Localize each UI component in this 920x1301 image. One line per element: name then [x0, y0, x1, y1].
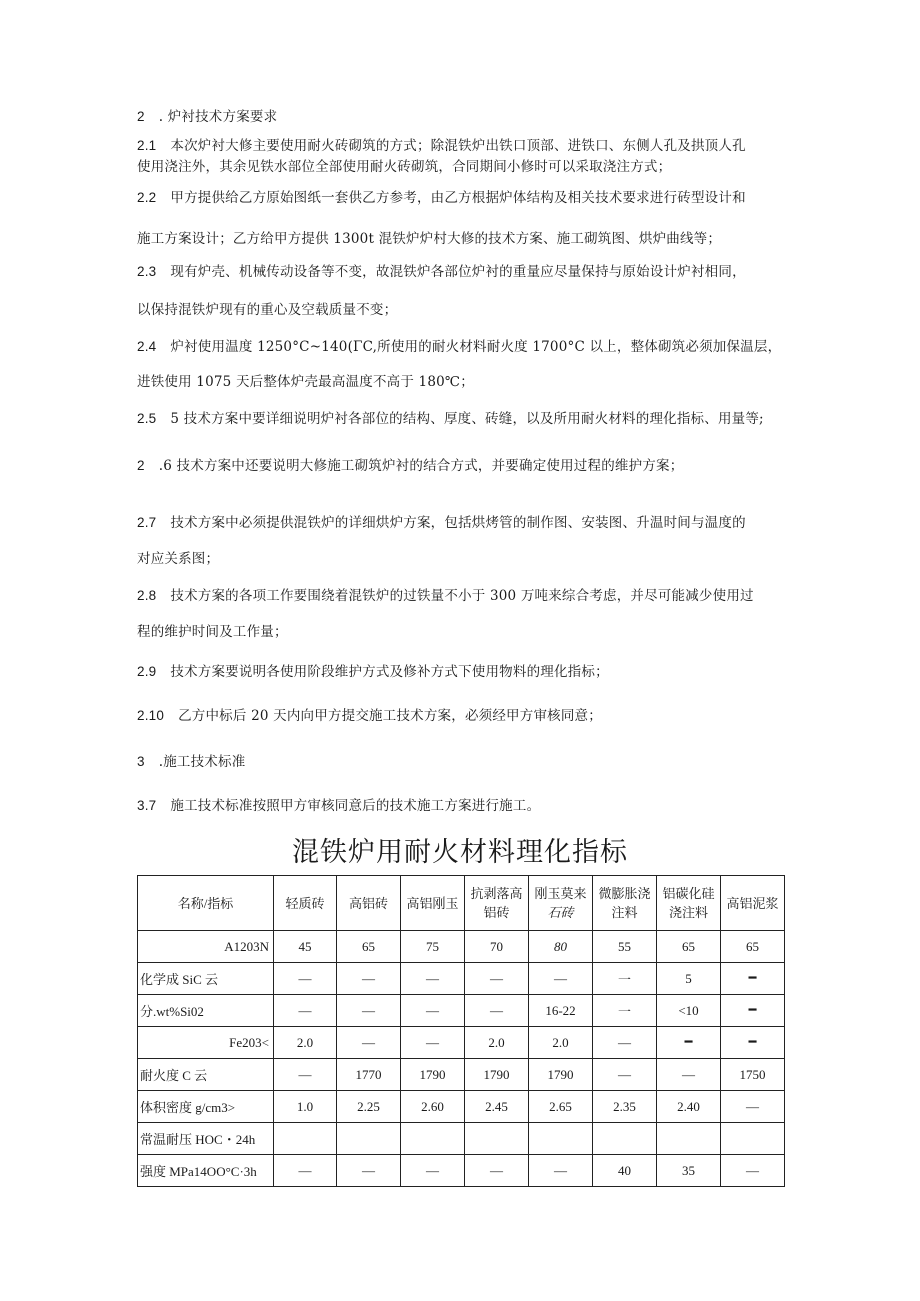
- paragraph-line: [137, 225, 797, 253]
- refractory-spec-table: [137, 875, 785, 1187]
- table-cell: —: [274, 995, 337, 1027]
- table-cell: [274, 1123, 337, 1155]
- table-cell: 1790: [529, 1059, 593, 1091]
- section-number: 2.3: [137, 264, 157, 279]
- paragraph-text: 本次炉衬大修主要使用耐火砖砌筑的方式；除混铁炉出铁口顶部、进铁口、东侧人孔及拱顶人孔: [170, 138, 746, 154]
- table-cell: 45: [274, 931, 337, 963]
- paragraph-line: [137, 658, 797, 686]
- paragraph-text: 现有炉壳、机械传动设备等不变，故混铁炉各部位炉衬的重量应尽量保持与原始设计炉衬相同，: [170, 264, 746, 280]
- paragraph-line: [137, 748, 797, 776]
- table-cell: 2.25: [337, 1091, 401, 1123]
- table-cell: [529, 1123, 593, 1155]
- paragraph-text: 炉衬使用温度 1250°C~140(ΓC,所使用的耐火材料耐火度 1700°C 以上，整体砌筑必须加保温层，: [170, 339, 782, 355]
- paragraph-line: [137, 405, 797, 433]
- header-name: 名称/指标: [138, 876, 274, 931]
- row-label: 体积密度 g/cm3>: [138, 1091, 274, 1123]
- table-cell: 35: [657, 1155, 721, 1187]
- table-cell: 1790: [465, 1059, 529, 1091]
- table-cell: 55: [593, 931, 657, 963]
- section-number: 2.4: [137, 339, 157, 354]
- header-high-alumina-mortar: 高铝泥浆: [721, 876, 785, 931]
- row-label: A1203N: [138, 931, 274, 963]
- row-label: 强度 MPa14OO°C·3h: [138, 1155, 274, 1187]
- paragraph-line: [137, 368, 797, 396]
- header-high-alumina-brick: 高铝砖: [337, 876, 401, 931]
- table-cell: 75: [401, 931, 465, 963]
- header-high-alumina-corundum: 高铝刚玉: [401, 876, 465, 931]
- section-number: 2.9: [137, 664, 157, 679]
- table-cell: —: [593, 1027, 657, 1059]
- paragraph-text: 使用浇注外，其余见铁水部位全部使用耐火砖砌筑，合同期间小修时可以采取浇注方式；: [137, 159, 672, 175]
- paragraph-text: 技术方案中必须提供混铁炉的详细烘炉方案，包括烘烤管的制作图、安装图、升温时间与温度的: [170, 515, 746, 531]
- paragraph-text: .施工技术标准: [158, 754, 246, 770]
- table-cell: 2.0: [274, 1027, 337, 1059]
- table-cell: —: [529, 963, 593, 995]
- section-number: 2.1: [137, 138, 157, 153]
- row-label: 耐火度 C 云: [138, 1059, 274, 1091]
- paragraph-text: 技术方案要说明各使用阶段维护方式及修补方式下使用物料的理化指标；: [170, 664, 609, 680]
- table-cell: [337, 1123, 401, 1155]
- table-cell: —: [465, 995, 529, 1027]
- table-cell: —: [401, 1155, 465, 1187]
- table-cell: —: [337, 963, 401, 995]
- table-cell: [401, 1123, 465, 1155]
- table-cell: 1770: [337, 1059, 401, 1091]
- paragraph-text: 技术方案的各项工作要围绕着混铁炉的过铁量不小于 300 万吨来综合考虑，并尽可能减少使用过: [170, 588, 754, 604]
- table-cell: —: [401, 1027, 465, 1059]
- paragraph-text: . 炉衬技术方案要求: [158, 109, 278, 125]
- paragraph-line: [137, 792, 797, 820]
- paragraph-line: [137, 582, 797, 610]
- paragraph-text: 施工方案设计；乙方给甲方提供 1300t 混铁炉炉村大修的技术方案、施工砌筑图、烘炉曲线等；: [137, 231, 722, 247]
- table-cell: 2.35: [593, 1091, 657, 1123]
- table-cell: [593, 1123, 657, 1155]
- table-header-row: [138, 876, 785, 931]
- paragraph-text: 施工技术标准按照甲方审核同意后的技术施工方案进行施工。: [170, 798, 541, 814]
- table-row: [138, 995, 785, 1027]
- header-al-sic-castable: 铝碳化硅 浇注料: [657, 876, 721, 931]
- paragraph-line: [137, 184, 797, 212]
- paragraph-text: 程的维护时间及工作量；: [137, 624, 288, 640]
- table-cell: 65: [337, 931, 401, 963]
- section-number: 2.5: [137, 411, 157, 426]
- row-label: Fe203<: [138, 1027, 274, 1059]
- table-cell: —: [593, 1059, 657, 1091]
- paragraph-line: [137, 452, 797, 480]
- paragraph-line: [137, 702, 797, 730]
- header-anti-spalling-brick: 抗剥落高 铝砖: [465, 876, 529, 931]
- header-micro-expansion-castable: 微膨胀浇 注料: [593, 876, 657, 931]
- table-row: [138, 931, 785, 963]
- table-cell: 70: [465, 931, 529, 963]
- table-cell: 2.0: [529, 1027, 593, 1059]
- paragraph-line: [137, 333, 797, 361]
- table-cell: —: [721, 1155, 785, 1187]
- table-cell: ━: [721, 995, 785, 1027]
- paragraph-line: [137, 258, 797, 286]
- row-label: 分.wt%Si02: [138, 995, 274, 1027]
- table-cell: 16-22: [529, 995, 593, 1027]
- table-cell: 1.0: [274, 1091, 337, 1123]
- paragraph-line: [137, 509, 797, 537]
- table-row: [138, 1123, 785, 1155]
- paragraph-text: .6 技术方案中还要说明大修施工砌筑炉衬的结合方式，并要确定使用过程的维护方案；: [158, 458, 684, 474]
- table-cell: —: [337, 995, 401, 1027]
- table-row: [138, 1091, 785, 1123]
- table-cell: —: [721, 1091, 785, 1123]
- table-row: [138, 1155, 785, 1187]
- table-title: 混铁炉用耐火材料理化指标: [292, 837, 628, 868]
- table-row: [138, 1059, 785, 1091]
- table-cell: —: [337, 1027, 401, 1059]
- table-cell: —: [401, 995, 465, 1027]
- table-cell: 5: [657, 963, 721, 995]
- paragraph-line: [137, 103, 797, 131]
- table-cell: 2.0: [465, 1027, 529, 1059]
- section-number: 3.7: [137, 798, 157, 813]
- table-body: [138, 931, 785, 1187]
- table-cell: 65: [657, 931, 721, 963]
- section-number: 2: [137, 458, 145, 473]
- paragraph-text: 5 技术方案中要详细说明炉衬各部位的结构、厚度、砖缝，以及所用耐火材料的理化指标、用量等;: [170, 411, 764, 427]
- table-cell: —: [274, 1059, 337, 1091]
- paragraph-line: [137, 618, 797, 646]
- table-cell: —: [337, 1155, 401, 1187]
- table-cell: —: [529, 1155, 593, 1187]
- table-cell: <10: [657, 995, 721, 1027]
- paragraph-line: [137, 545, 797, 573]
- paragraph-text: 乙方中标后 20 天内向甲方提交施工技术方案，必须经甲方审核同意；: [178, 708, 602, 724]
- table-cell: —: [465, 963, 529, 995]
- table-cell: —: [274, 1155, 337, 1187]
- table-cell: ━: [657, 1027, 721, 1059]
- section-number: 2.2: [137, 190, 157, 205]
- table-cell: 80: [529, 931, 593, 963]
- table-cell: [721, 1123, 785, 1155]
- table-cell: —: [401, 963, 465, 995]
- table-cell: 2.65: [529, 1091, 593, 1123]
- table-cell: —: [657, 1059, 721, 1091]
- table-row: [138, 963, 785, 995]
- table-cell: [657, 1123, 721, 1155]
- header-light-brick: 轻质砖: [274, 876, 337, 931]
- paragraph-line: [137, 296, 797, 324]
- paragraph-line: [137, 153, 797, 181]
- paragraph-text: 对应关系图；: [137, 551, 220, 567]
- table-cell: 1750: [721, 1059, 785, 1091]
- table-cell: 一: [593, 995, 657, 1027]
- section-number: 3: [137, 754, 145, 769]
- table-cell: 1790: [401, 1059, 465, 1091]
- paragraph-text: 甲方提供给乙方原始图纸一套供乙方参考，由乙方根据炉体结构及相关技术要求进行砖型设计和: [170, 190, 746, 206]
- table-cell: 2.40: [657, 1091, 721, 1123]
- table-cell: 2.45: [465, 1091, 529, 1123]
- section-number: 2.10: [137, 708, 165, 723]
- section-number: 2: [137, 109, 145, 124]
- table-cell: ━: [721, 963, 785, 995]
- table-cell: 一: [593, 963, 657, 995]
- row-label: 常温耐压 HOC・24h: [138, 1123, 274, 1155]
- header-corundum-mullite-brick: 刚玉莫来 石砖: [529, 876, 593, 931]
- table-cell: —: [465, 1155, 529, 1187]
- table-row: [138, 1027, 785, 1059]
- row-label: 化学成 SiC 云: [138, 963, 274, 995]
- paragraph-text: 进铁使用 1075 天后整体炉壳最高温度不高于 180℃；: [137, 374, 474, 390]
- table-cell: [465, 1123, 529, 1155]
- section-number: 2.7: [137, 515, 157, 530]
- paragraph-text: 以保持混铁炉现有的重心及空载质量不变；: [137, 302, 398, 318]
- table-cell: 2.60: [401, 1091, 465, 1123]
- table-cell: —: [274, 963, 337, 995]
- table-cell: 40: [593, 1155, 657, 1187]
- table-cell: 65: [721, 931, 785, 963]
- section-number: 2.8: [137, 588, 157, 603]
- table-cell: ━: [721, 1027, 785, 1059]
